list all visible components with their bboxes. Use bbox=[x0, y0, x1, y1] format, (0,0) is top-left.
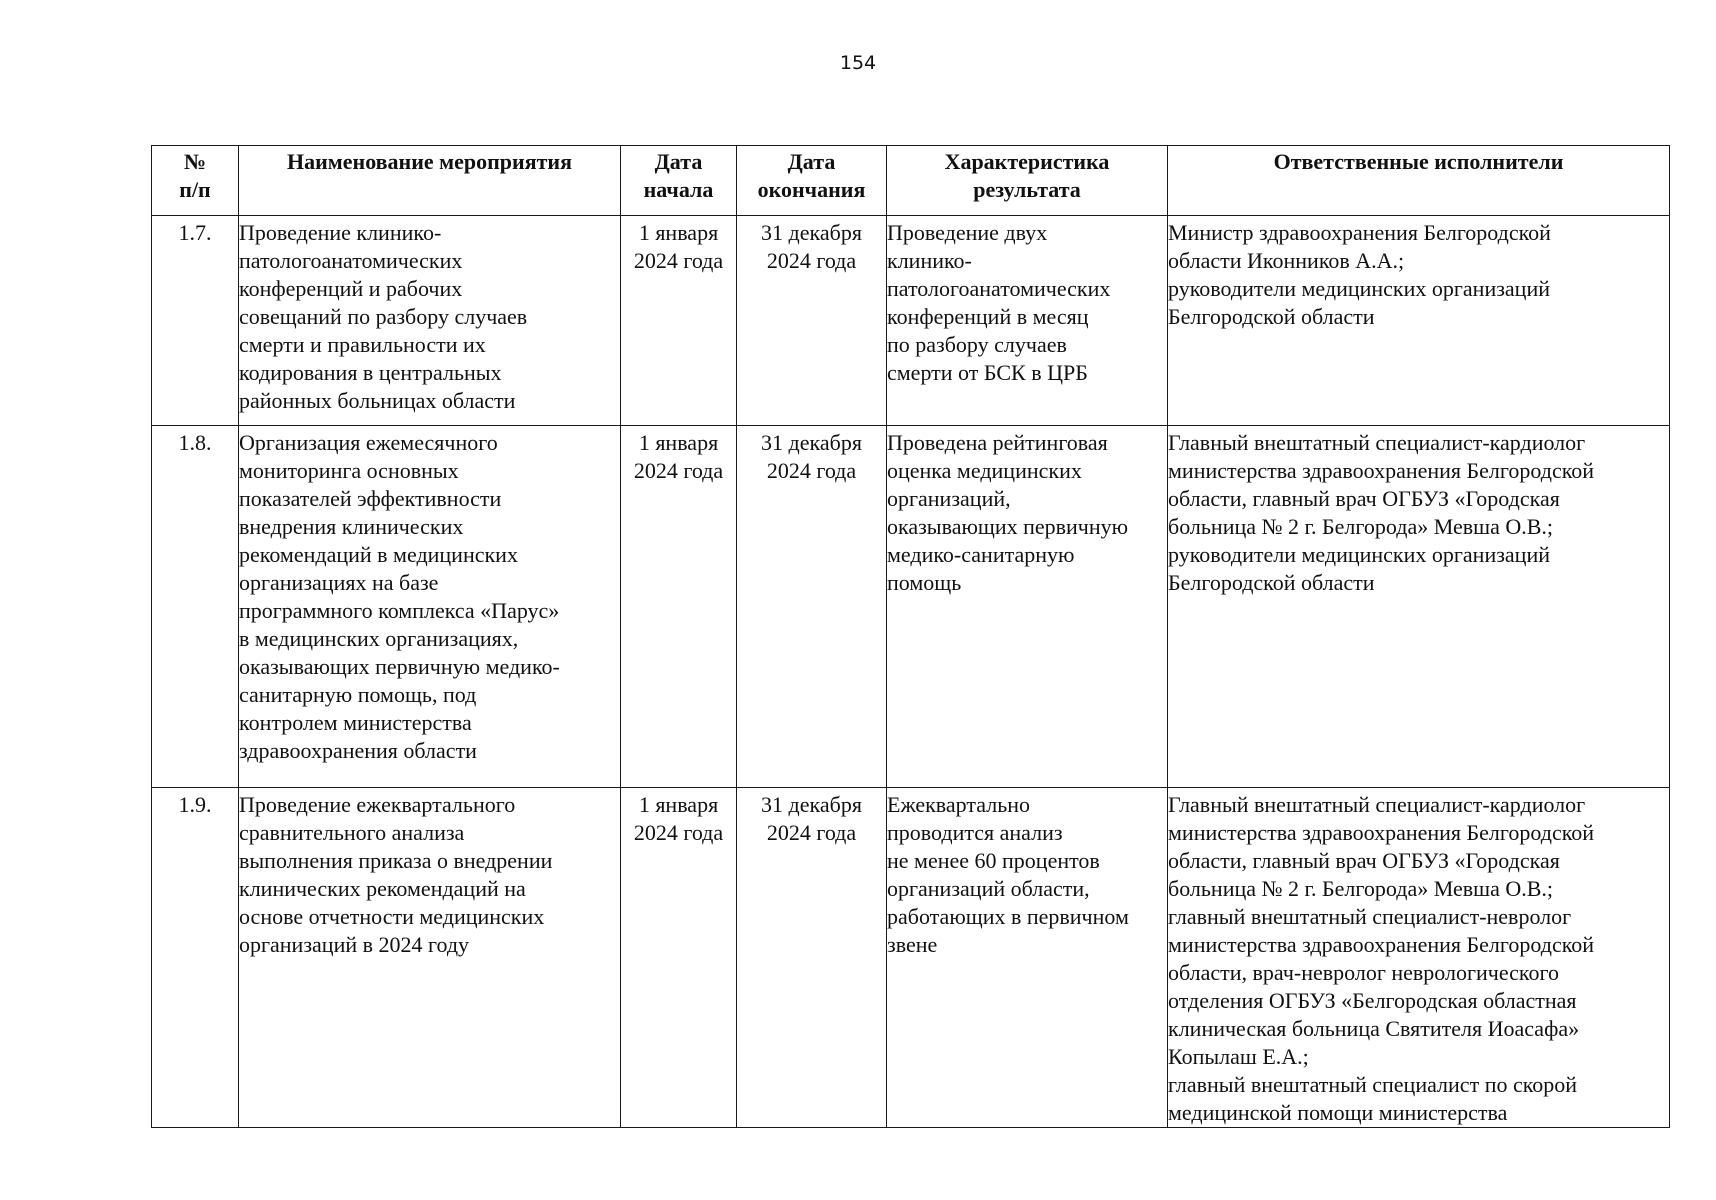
end-date: 31 декабря 2024 года bbox=[737, 216, 887, 426]
header-num: № п/п bbox=[152, 146, 239, 216]
responsible-persons: Главный внештатный специалист-кардиолог министерства здравоохранения Белгородской области, главный врач ОГБУЗ «Городская больница № 2 г. Белгорода» Мевша О.В.; главный внештатный специалист-невролог министерства здравоохранения Белгородской области, врач-невролог неврологического отделения ОГБУЗ «Белгородская областная клиническая больница Святителя Иоасафа» Копылаш Е.А.; главный внештатный специалист по скорой медицинской помощи министерства bbox=[1168, 788, 1670, 1128]
activity-name: Проведение ежеквартального сравнительного анализа выполнения приказа о внедрении клинических рекомендаций на основе отчетности медицинских организаций в 2024 году bbox=[239, 788, 621, 1128]
table-row bbox=[152, 426, 1670, 788]
activity-name: Проведение клинико- патологоанатомических конференций и рабочих совещаний по разбору случаев смерти и правильности их кодирования в центральных районных больницах области bbox=[239, 216, 621, 426]
start-date: 1 января 2024 года bbox=[621, 426, 737, 788]
header-start-date: Дата начала bbox=[621, 146, 737, 216]
table-header-row bbox=[152, 146, 1670, 216]
responsible-persons: Главный внештатный специалист-кардиолог министерства здравоохранения Белгородской области, главный врач ОГБУЗ «Городская больница № 2 г. Белгорода» Мевша О.В.; руководители медицинских организаций Белгородской области bbox=[1168, 426, 1670, 788]
row-number: 1.8. bbox=[152, 426, 239, 788]
activity-name: Организация ежемесячного мониторинга основных показателей эффективности внедрения клинических рекомендаций в медицинских организациях на базе программного комплекса «Парус» в медицинских организациях, оказывающих первичную медико- санитарную помощь, под контролем министерства здравоохранения области bbox=[239, 426, 621, 788]
result-description: Проведена рейтинговая оценка медицинских организаций, оказывающих первичную медико-санитарную помощь bbox=[887, 426, 1168, 788]
end-date: 31 декабря 2024 года bbox=[737, 788, 887, 1128]
header-end-date: Дата окончания bbox=[737, 146, 887, 216]
result-description: Ежеквартально проводится анализ не менее 60 процентов организаций области, работающих в первичном звене bbox=[887, 788, 1168, 1128]
table-row bbox=[152, 216, 1670, 426]
page-number: 154 bbox=[839, 52, 877, 74]
header-name: Наименование мероприятия bbox=[239, 146, 621, 216]
responsible-persons: Министр здравоохранения Белгородской области Иконников А.А.; руководители медицинских организаций Белгородской области bbox=[1168, 216, 1670, 426]
row-number: 1.9. bbox=[152, 788, 239, 1128]
activities-table bbox=[151, 145, 1670, 1128]
end-date: 31 декабря 2024 года bbox=[737, 426, 887, 788]
start-date: 1 января 2024 года bbox=[621, 788, 737, 1128]
start-date: 1 января 2024 года bbox=[621, 216, 737, 426]
row-number: 1.7. bbox=[152, 216, 239, 426]
header-result: Характеристика результата bbox=[887, 146, 1168, 216]
header-responsible: Ответственные исполнители bbox=[1168, 146, 1670, 216]
result-description: Проведение двух клинико- патологоанатомических конференций в месяц по разбору случаев смерти от БСК в ЦРБ bbox=[887, 216, 1168, 426]
table-row bbox=[152, 788, 1670, 1128]
